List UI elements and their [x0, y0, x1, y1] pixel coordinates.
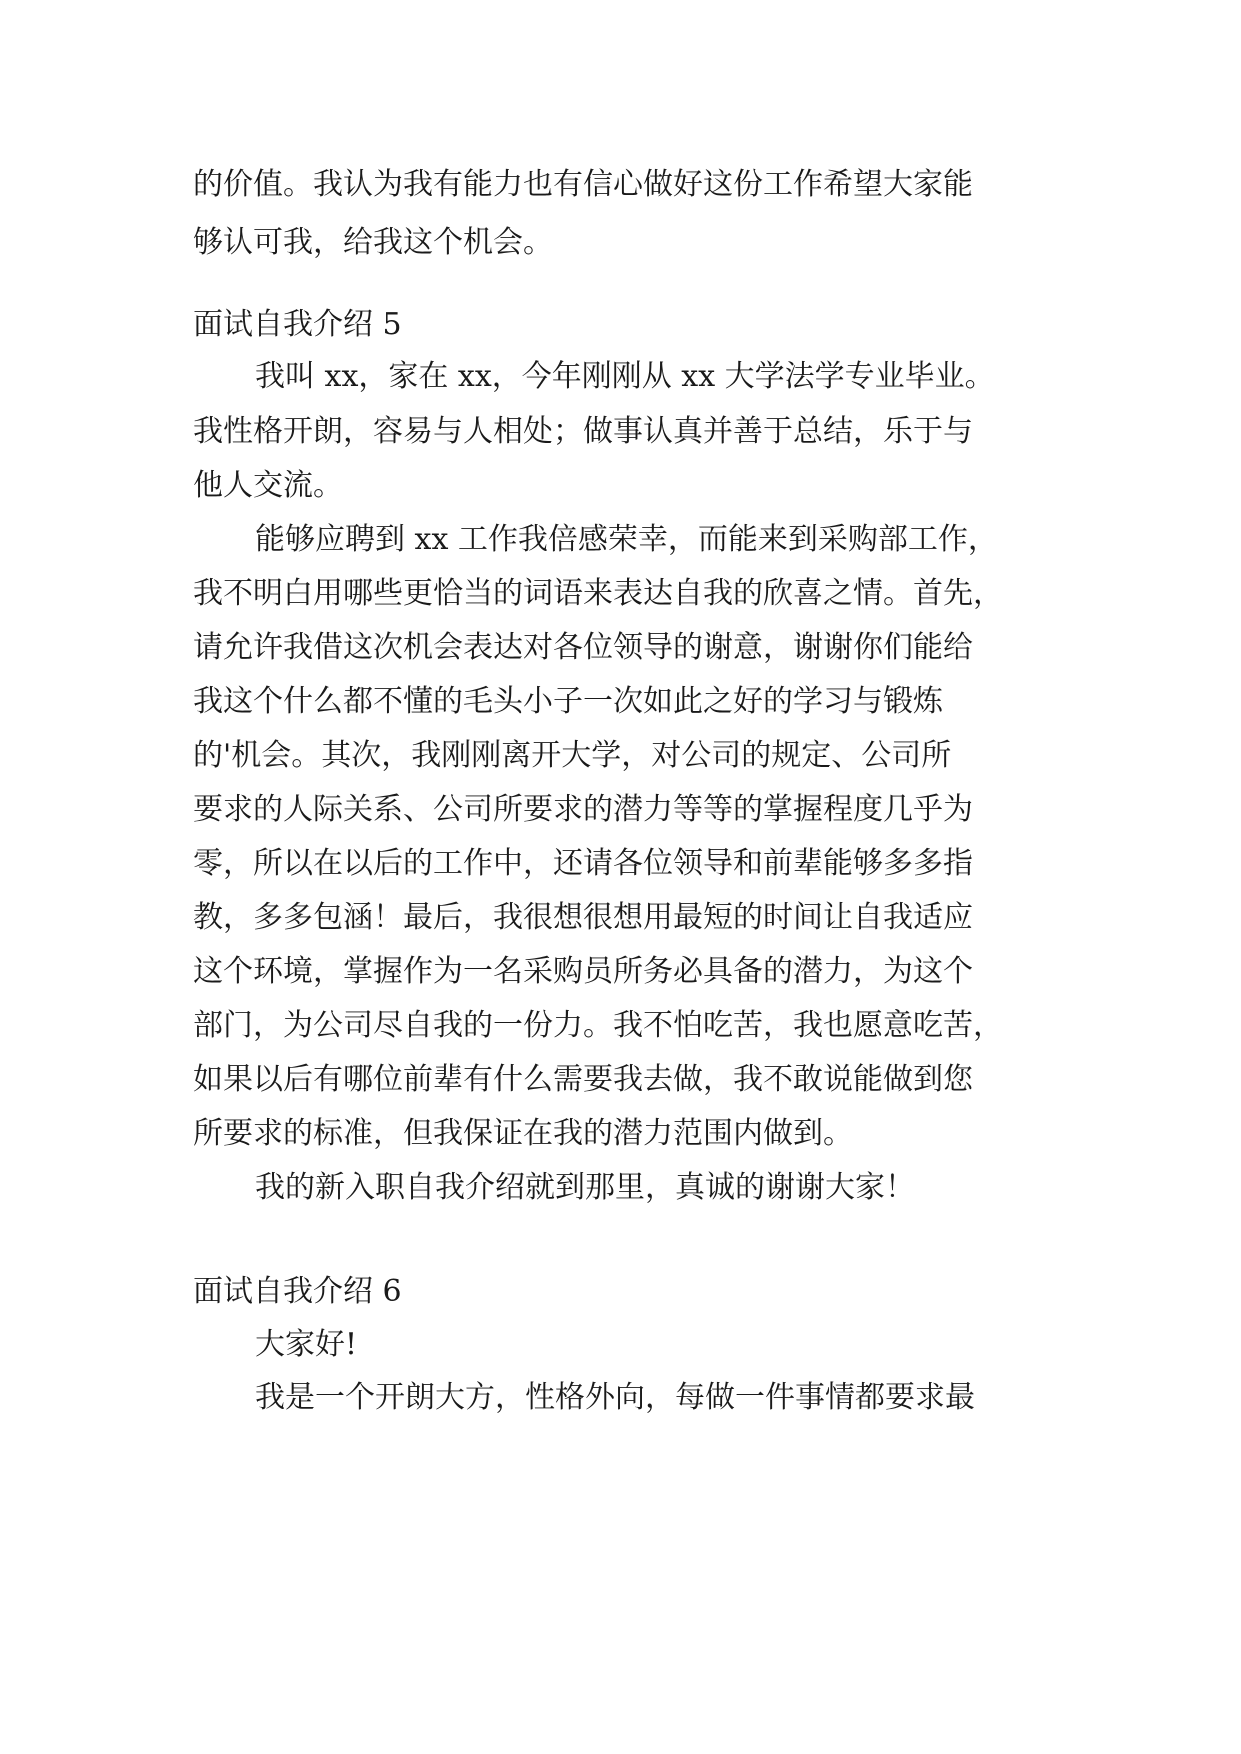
body-line: 的价值。我认为我有能力也有信心做好这份工作希望大家能	[193, 167, 973, 202]
body-line: 能够应聘到 xx 工作我倍感荣幸，而能来到采购部工作，	[255, 522, 998, 557]
body-line: 部门，为公司尽自我的一份力。我不怕吃苦，我也愿意吃苦，	[193, 1008, 1003, 1043]
body-line: 我是一个开朗大方，性格外向，每做一件事情都要求最	[255, 1380, 975, 1415]
body-line: 他人交流。	[193, 468, 343, 503]
body-line: 的'机会。其次，我刚刚离开大学，对公司的规定、公司所	[193, 738, 952, 773]
body-line: 我不明白用哪些更恰当的词语来表达自我的欣喜之情。首先，	[193, 576, 1003, 611]
body-line: 请允许我借这次机会表达对各位领导的谢意，谢谢你们能给	[193, 630, 973, 665]
body-line: 我叫 xx，家在 xx，今年刚刚从 xx 大学法学专业毕业。	[255, 359, 995, 394]
section-heading: 面试自我介绍 6	[193, 1274, 402, 1309]
body-line: 我性格开朗，容易与人相处；做事认真并善于总结，乐于与	[193, 414, 973, 449]
body-line: 如果以后有哪位前辈有什么需要我去做，我不敢说能做到您	[193, 1062, 973, 1097]
section-heading: 面试自我介绍 5	[193, 307, 402, 342]
body-line: 零，所以在以后的工作中，还请各位领导和前辈能够多多指	[193, 846, 973, 881]
body-line: 我的新入职自我介绍就到那里，真诚的谢谢大家！	[255, 1170, 915, 1205]
body-line: 教，多多包涵！最后，我很想很想用最短的时间让自我适应	[193, 900, 973, 935]
body-line: 大家好!	[255, 1327, 358, 1362]
body-line: 要求的人际关系、公司所要求的潜力等等的掌握程度几乎为	[193, 792, 973, 827]
body-line: 所要求的标准，但我保证在我的潜力范围内做到。	[193, 1116, 853, 1151]
body-line: 这个环境，掌握作为一名采购员所务必具备的潜力，为这个	[193, 954, 973, 989]
body-line: 我这个什么都不懂的毛头小子一次如此之好的学习与锻炼	[193, 684, 943, 719]
body-line: 够认可我，给我这个机会。	[193, 225, 553, 260]
